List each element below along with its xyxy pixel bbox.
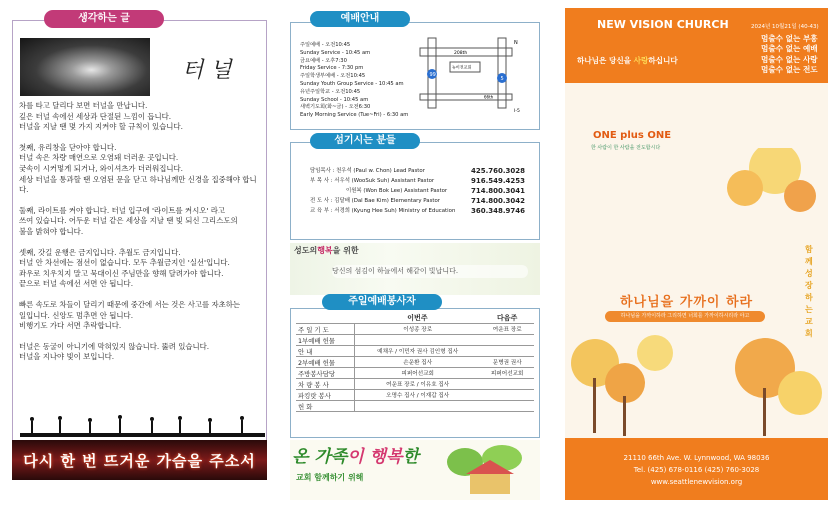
table-row: 헌 화 bbox=[296, 401, 534, 412]
staff-list bbox=[310, 166, 525, 216]
staff-row: 이원복 (Won Bok Lee) Assistant Pastor 714.800.3041 bbox=[346, 187, 525, 195]
staff-row: 부 목 사 : 서우석 (WooSuk Suh) Assistant Pastor 916.549.4253 bbox=[310, 177, 525, 185]
street-208th-label: 208th bbox=[454, 51, 468, 56]
highway-5-label: 5 bbox=[500, 76, 504, 82]
motto-list: 멈출수 없는 부흥 멈출수 없는 예배 멈출수 없는 사랑 멈출수 없는 전도 bbox=[761, 34, 818, 75]
essay-line: 터널은 동굴이 아니기에 막혀있지 않습니다. 뚫려 있습니다. bbox=[19, 341, 210, 351]
north-indicator: N bbox=[514, 40, 518, 46]
essay-line: 비행기도 가다 서면 추락합니다. bbox=[19, 321, 122, 331]
middle-panel bbox=[290, 8, 540, 500]
essay-paragraph bbox=[19, 206, 264, 238]
table-row: 1부예배 헌물 bbox=[296, 335, 534, 346]
essay-paragraph bbox=[19, 143, 264, 196]
family-title: 온 가족이 행복한 bbox=[292, 447, 419, 467]
essay-line: 일입니다. 신앙도 멈추면 안 됩니다. bbox=[19, 310, 134, 320]
right-panel bbox=[565, 8, 828, 500]
table-row: 차 량 봉 사 여운표 장로 / 이유호 집사 bbox=[296, 379, 534, 390]
essay-paragraph bbox=[19, 101, 264, 133]
essay-paragraph bbox=[19, 300, 264, 332]
vertical-slogan: 함 께 성 장 하 는 교 회 bbox=[805, 245, 813, 338]
service-times: 주일예배 - 오전10:45 Sunday Service - 10:45 am 금요예배 - 오후7:30 Friday Service - 7:30 pm 주일학생부예배 - 오전10:45 Sunday Youth Group Service - 10:45 am 유년주일학교 - 오전10:45 Sunday School - 10:45 am 새벽기도회(화~금) - 오전6:30 Early Morning Service (Tue~Fri) - 6:30 am bbox=[300, 42, 409, 119]
essay-body bbox=[19, 101, 264, 373]
section-title-staff: 섬기시는 분들 bbox=[310, 133, 420, 149]
essay-line: 불을 밝혀야 합니다. bbox=[19, 226, 84, 236]
staff-row: 전 도 사 : 김달배 (Dal Bae Kim) Elementary Pastor 714.800.3042 bbox=[310, 197, 525, 205]
family-illustration bbox=[440, 444, 535, 498]
section-title-volunteers: 주일예배봉사자 bbox=[322, 294, 442, 310]
essay-paragraph bbox=[19, 248, 264, 290]
volunteer-table bbox=[296, 313, 534, 412]
table-row: 안 내 예채우 / 이민자 권사 김인형 집사 bbox=[296, 346, 534, 357]
essay-line: 터널 안 차선에는 점선이 없습니다. 모두 추월금지인 '실선'입니다. bbox=[19, 258, 230, 268]
cover-verse: 하나님을 가까이하라 그리하면 너희를 가까이하시리라 야고 bbox=[605, 311, 765, 322]
table-row: 파킹랏 봉사 오명수 집사 / 이재갑 집사 bbox=[296, 390, 534, 401]
cover-footer bbox=[565, 438, 828, 500]
tunnel-photo bbox=[20, 38, 150, 96]
essay-line: 좌우로 치우치지 말고 묵대이신 주님만을 향해 달려가야 합니다. bbox=[19, 268, 224, 278]
church-location-map bbox=[414, 34, 524, 116]
happiness-title: 성도의행복을 위한 bbox=[294, 246, 359, 255]
section-title-worship: 예배안내 bbox=[310, 11, 410, 27]
table-row: 주 일 기 도 이성종 장로 여운표 장로 bbox=[296, 324, 534, 335]
people-silhouette-image bbox=[20, 413, 265, 437]
table-header-row: 이번주 다음주 bbox=[296, 313, 534, 324]
essay-line: 빠른 속도로 차들이 달리기 때문에 중간에 서는 것은 사고를 자초하는 bbox=[19, 299, 241, 309]
table-row: 주방봉사담당 피퍼어선교회 피퍼어선교회 bbox=[296, 368, 534, 379]
happiness-banner bbox=[290, 243, 540, 295]
cover-header bbox=[565, 8, 828, 83]
staff-row: 담임목사 : 천우석 (Paul w. Chon) Lead Pastor 425.760.3028 bbox=[310, 167, 525, 175]
cover-headline: 하나님을 가까이 하라 bbox=[620, 295, 754, 310]
church-phone: Tel. (425) 678-0116 (425) 760-3028 bbox=[633, 466, 760, 474]
essay-heading: 터 널 bbox=[182, 58, 232, 83]
bulletin-date: 2024년 10월21일 (40-43) bbox=[751, 24, 819, 30]
essay-line: 터널을 지나야 빛이 보입니다. bbox=[19, 352, 115, 362]
church-marker-label: 뉴비전교회 bbox=[452, 64, 472, 70]
church-logo: NEW VISION CHURCH bbox=[597, 18, 729, 31]
essay-line: 둘째, 라이트를 켜야 합니다. 터널 입구에 '라이트를 켜시오' 라고 bbox=[19, 205, 226, 215]
essay-line: 쓰여 있습니다. 어두운 터널 같은 세상을 지날 땐 빛 되신 그리스도의 bbox=[19, 216, 238, 226]
street-66th-label: 66th bbox=[484, 94, 494, 100]
one-plus-one-logo: ONE plus ONE 한 사람이 한 사람을 전도합시다 bbox=[591, 130, 672, 151]
family-subtitle: 교회 함께하기 위해 bbox=[296, 473, 364, 482]
essay-line: 끝으로 터널 속에선 서면 안 됩니다. bbox=[19, 279, 134, 289]
fire-banner: 다시 한 번 뜨거운 가슴을 주소서 bbox=[12, 440, 267, 480]
essay-line: 차를 타고 달리다 보면 터널을 만납니다. bbox=[19, 101, 148, 110]
highway-99-label: 99 bbox=[429, 72, 436, 78]
family-banner bbox=[290, 440, 540, 500]
church-website: www.seattlenewvision.org bbox=[650, 478, 743, 486]
essay-line: 셋째, 갓길 운행은 금지입니다. 추월도 금지입니다. bbox=[19, 247, 181, 257]
essay-line: 궂속이 시커멓게 되거나, 와이셔츠가 더러워집니다. bbox=[19, 163, 184, 173]
staff-row: 교 육 부 : 서경희 (Kyung Hee Suh) Ministry of Education 360.348.9746 bbox=[310, 207, 525, 215]
table-row: 2부예배 헌물 손운환 집사 문병권 권사 bbox=[296, 357, 534, 368]
essay-line: 터널을 지날 땐 몇 가지 지켜야 할 규칙이 있습니다. bbox=[19, 122, 183, 132]
essay-paragraph bbox=[19, 342, 264, 363]
love-message: 하나님은 당신을 사랑하십니다 bbox=[577, 56, 678, 65]
church-address: 21110 66th Ave. W. Lynnwood, WA 98036 bbox=[623, 454, 770, 462]
essay-line: 첫째, 유리창을 닫아야 합니다. bbox=[19, 142, 117, 152]
essay-line: 터널 속은 차량 매연으로 오염돼 더러운 곳입니다. bbox=[19, 153, 179, 163]
essay-line: 세상 터널을 통과할 땐 오염된 문을 닫고 하나님께만 신경을 집중해야 합니다. bbox=[19, 174, 257, 195]
section-title-thinking: 생각하는 글 bbox=[44, 10, 164, 28]
essay-line: 깊은 터널 속에선 세상과 단절된 느낌이 듭니다. bbox=[19, 111, 172, 121]
happiness-line: 당신의 섬김이 하늘에서 해같이 빛납니다. bbox=[332, 265, 528, 278]
left-panel bbox=[12, 8, 267, 500]
i5-label: I-5 bbox=[514, 109, 520, 114]
